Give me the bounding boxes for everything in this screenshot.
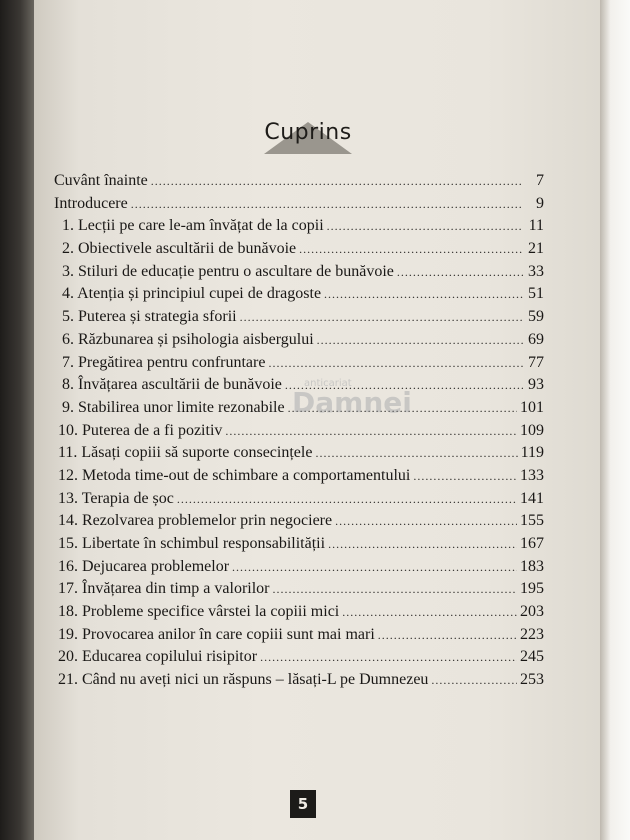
toc-entry-label: 1. Lecții pe care le-am învățat de la copii	[62, 217, 324, 235]
toc-dot-leader	[328, 537, 517, 552]
toc-entry-page: 133	[520, 466, 544, 484]
toc-dot-leader	[324, 287, 523, 302]
toc-entry	[54, 308, 544, 331]
toc-entry	[54, 263, 544, 286]
toc-entry-page: 253	[520, 671, 544, 689]
toc-entry-label: 9. Stabilirea unor limite rezonabile	[62, 398, 285, 416]
toc-entry-label: 11. Lăsați copiii să suporte consecințele	[58, 444, 313, 462]
toc-entry-page: 77	[528, 353, 544, 371]
toc-entry-label: 12. Metoda time-out de schimbare a comportamentului	[58, 466, 411, 484]
toc-entry-page: 195	[520, 580, 544, 598]
toc-dot-leader	[260, 650, 517, 665]
toc-entry-page: 59	[528, 308, 544, 326]
toc-dot-leader	[413, 469, 517, 484]
toc-entry-label: 8. Învățarea ascultării de bunăvoie	[62, 376, 282, 394]
page-title: Cuprins	[264, 120, 352, 145]
toc-entry-label: 17. Învățarea din timp a valorilor	[58, 580, 270, 598]
toc-entry	[54, 467, 544, 490]
toc-entry-page: 9	[536, 194, 544, 212]
toc-entry-page: 109	[520, 421, 544, 439]
toc-dot-leader	[299, 242, 523, 257]
toc-entry	[54, 444, 544, 467]
toc-entry-page: 69	[528, 330, 544, 348]
toc-entry-page: 93	[528, 376, 544, 394]
toc-entry-label: 10. Puterea de a fi pozitiv	[58, 421, 223, 439]
toc-entry-page: 101	[520, 398, 544, 416]
toc-entry-page: 7	[536, 172, 544, 189]
toc-entry-label: 6. Răzbunarea și psihologia aisbergului	[62, 330, 314, 348]
toc-dot-leader	[431, 673, 517, 688]
toc-entry-label: 14. Rezolvarea problemelor prin negociere	[58, 512, 333, 530]
toc-dot-leader	[327, 219, 523, 234]
toc-entry-page: 203	[520, 603, 544, 621]
toc-entry-label: 21. Când nu aveți nici un răspuns – lăsați-L pe Dumnezeu	[58, 671, 429, 689]
toc-dot-leader	[268, 356, 523, 371]
toc-entry	[54, 558, 544, 581]
toc-dot-leader	[131, 197, 523, 212]
book-binding-shadow	[0, 0, 34, 840]
toc-dot-leader	[397, 265, 523, 280]
toc-dot-leader	[240, 310, 523, 325]
toc-entry-page: 223	[520, 625, 544, 643]
watermark-logo	[262, 378, 412, 438]
toc-entry	[54, 671, 544, 694]
toc-entry-label: 20. Educarea copilului risipitor	[58, 648, 258, 666]
toc-entry-page: 21	[528, 240, 544, 258]
toc-entry-page: 183	[520, 557, 544, 575]
toc-entry	[54, 240, 544, 263]
toc-dot-leader	[317, 333, 523, 348]
toc-entry-label: 16. Dejucarea problemelor	[58, 557, 230, 575]
toc-entry-page: 155	[520, 512, 544, 530]
toc-entry-label: 2. Obiectivele ascultării de bunăvoie	[62, 240, 297, 258]
toc-entry	[54, 217, 544, 240]
toc-entry-label: 19. Provocarea anilor în care copiii sunt mai mari	[58, 625, 375, 643]
toc-entry-label: 7. Pregătirea pentru confruntare	[62, 353, 266, 371]
toc-entry-label: 3. Stiluri de educație pentru o ascultare de bunăvoie	[62, 262, 394, 280]
toc-entry	[54, 354, 544, 377]
toc-entry	[54, 285, 544, 308]
toc-entry	[54, 490, 544, 513]
toc-dot-leader	[315, 446, 517, 461]
watermark-brand: Damnei	[292, 386, 412, 419]
toc-entry-page: 141	[520, 489, 544, 507]
toc-entry-label: 15. Libertate în schimbul responsabilității	[58, 535, 326, 552]
toc-entry	[54, 512, 544, 535]
toc-entry	[54, 580, 544, 603]
page-number-badge: 5	[290, 790, 316, 818]
toc-dot-leader	[378, 628, 517, 643]
toc-entry-page: 11	[528, 217, 544, 235]
toc-dot-leader	[335, 514, 517, 529]
toc-entry-page: 33	[528, 262, 544, 280]
toc-entry	[54, 648, 544, 671]
toc-entry-label: 13. Terapia de șoc	[58, 489, 174, 507]
toc-dot-leader	[151, 174, 523, 189]
toc-dot-leader	[232, 560, 517, 575]
toc-entry	[54, 603, 544, 626]
toc-entry	[54, 172, 544, 195]
toc-entry	[54, 195, 544, 218]
toc-entry-label: 5. Puterea și strategia sforii	[62, 308, 237, 326]
toc-entry-label: Introducere	[54, 194, 128, 212]
toc-entry-page: 119	[520, 444, 544, 462]
toc-entry	[54, 331, 544, 354]
toc-dot-leader	[342, 605, 517, 620]
toc-entry-page: 245	[520, 648, 544, 666]
toc-entry-label: 4. Atenția și principiul cupei de dragoste	[62, 285, 322, 303]
toc-header	[258, 118, 358, 158]
toc-entry-label: Cuvânt înainte	[54, 172, 148, 189]
toc-dot-leader	[177, 492, 517, 507]
toc-dot-leader	[272, 582, 517, 597]
page-edge-highlight	[600, 0, 630, 840]
toc-entry-page: 167	[520, 535, 544, 552]
toc-entry-page: 51	[528, 285, 544, 303]
toc-entry	[54, 626, 544, 649]
toc-entry	[54, 535, 544, 558]
toc-entry-label: 18. Probleme specifice vârstei la copiii mici	[58, 603, 340, 621]
watermark-subtitle: anticariat	[304, 378, 352, 389]
